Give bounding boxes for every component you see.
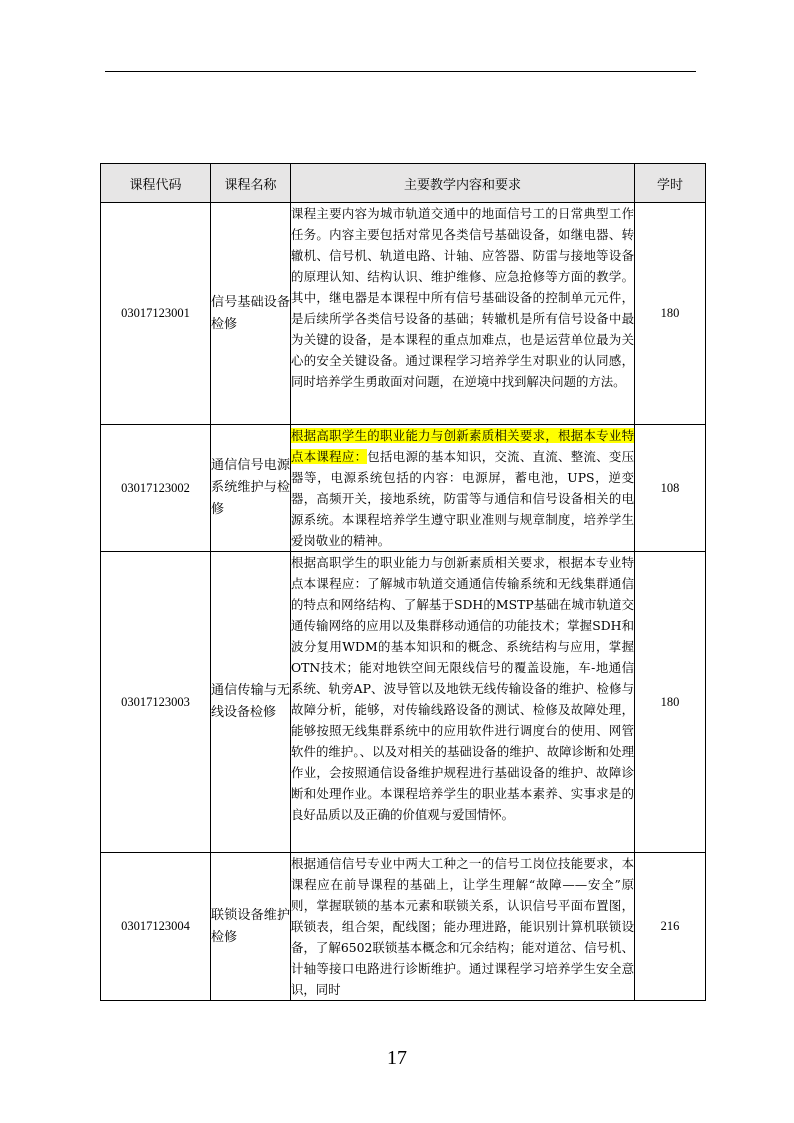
course-name: 联锁设备维护检修	[211, 853, 291, 1001]
course-table	[100, 163, 706, 1001]
course-content-text: 课程主要内容为城市轨道交通中的地面信号工的日常典型工作任务。内容主要包括对常见各类信号基础设备，如继电器、转辙机、信号机、轨道电路、计轴、应答器、防雷与接地等设备的原理认知、结构认识、维护维修、应急抢修等方面的教学。其中，继电器是本课程中所有信号基础设备的控制单元元件，是后续所学各类信号设备的基础；转辙机是所有信号设备中最为关键的设备，是本课程的重点加难点，也是运营单位最为关心的安全关键设备。通过课程学习培养学生对职业的认同感，同时培养学生勇敢面对问题，在逆境中找到解决问题的方法。	[291, 206, 634, 389]
header-course-hours: 学时	[635, 164, 706, 203]
course-name: 信号基础设备检修	[211, 203, 291, 425]
table-header-row	[101, 164, 706, 203]
course-content	[291, 853, 635, 1001]
course-content-text: 根据高职学生的职业能力与创新素质相关要求，根据本专业特点本课程应：了解城市轨道交通通信传输系统和无线集群通信的特点和网络结构、了解基于SDH的MSTP基础在城市轨道交通传输网络的应用以及集群移动通信的功能技术；掌握SDH和波分复用WDM的基本知识和的概念、系统结构与应用，掌握OTN技术；能对地铁空间无限线信号的覆盖设施，车-地通信系统、轨旁AP、波导管以及地铁无线传输设备的维护、检修与故障分析，能够，对传输线路设备的测试、检修及故障处理，能够按照无线集群系统中的应用软件进行调度台的使用、网管软件的维护。、以及对相关的基础设备的维护、故障诊断和处理作业，会按照通信设备维护规程进行基础设备的维护、故障诊断和处理作业。本课程培养学生的职业基本素养、实事求是的良好品质以及正确的价值观与爱国情怀。	[291, 555, 634, 822]
table-row	[101, 203, 706, 425]
header-course-name: 课程名称	[211, 164, 291, 203]
highlighted-text: 根据高职学生的职业能力与创新素质相关要求，根据本专业特点本课程应：	[291, 428, 634, 464]
course-content	[291, 203, 635, 425]
table-row	[101, 425, 706, 552]
course-code: 03017123004	[101, 853, 211, 1001]
header-course-content: 主要教学内容和要求	[291, 164, 635, 203]
course-code: 03017123003	[101, 552, 211, 853]
table-row	[101, 552, 706, 853]
course-hours: 108	[635, 425, 706, 552]
table-row	[101, 853, 706, 1001]
course-content	[291, 425, 635, 552]
course-content	[291, 552, 635, 853]
header-rule	[105, 71, 696, 72]
course-name: 通信传输与无线设备检修	[211, 552, 291, 853]
course-code: 03017123001	[101, 203, 211, 425]
course-name: 通信信号电源系统维护与检修	[211, 425, 291, 552]
header-course-code: 课程代码	[101, 164, 211, 203]
page-number: 17	[387, 1047, 407, 1069]
course-code: 03017123002	[101, 425, 211, 552]
course-content-text: 根据通信信号专业中两大工种之一的信号工岗位技能要求，本课程应在前导课程的基础上，让学生理解“故障——安全”原则，掌握联锁的基本元素和联锁关系，认识信号平面布置图，联锁表，组合架，配线图；能办理进路，能识别计算机联锁设备，了解6502联锁基本概念和冗余结构；能对道岔、信号机、计轴等接口电路进行诊断维护。通过课程学习培养学生安全意识，同时	[291, 856, 634, 997]
course-hours: 180	[635, 552, 706, 853]
course-content-text: 包括电源的基本知识，交流、直流、整流、变压器等，电源系统包括的内容：电源屏，蓄电池，UPS，逆变器，高频开关，接地系统，防雷等与通信和信号设备相关的电源系统。本课程培养学生遵守职业准则与规章制度，培养学生爱岗敬业的精神。	[291, 449, 635, 548]
course-hours: 180	[635, 203, 706, 425]
course-hours: 216	[635, 853, 706, 1001]
